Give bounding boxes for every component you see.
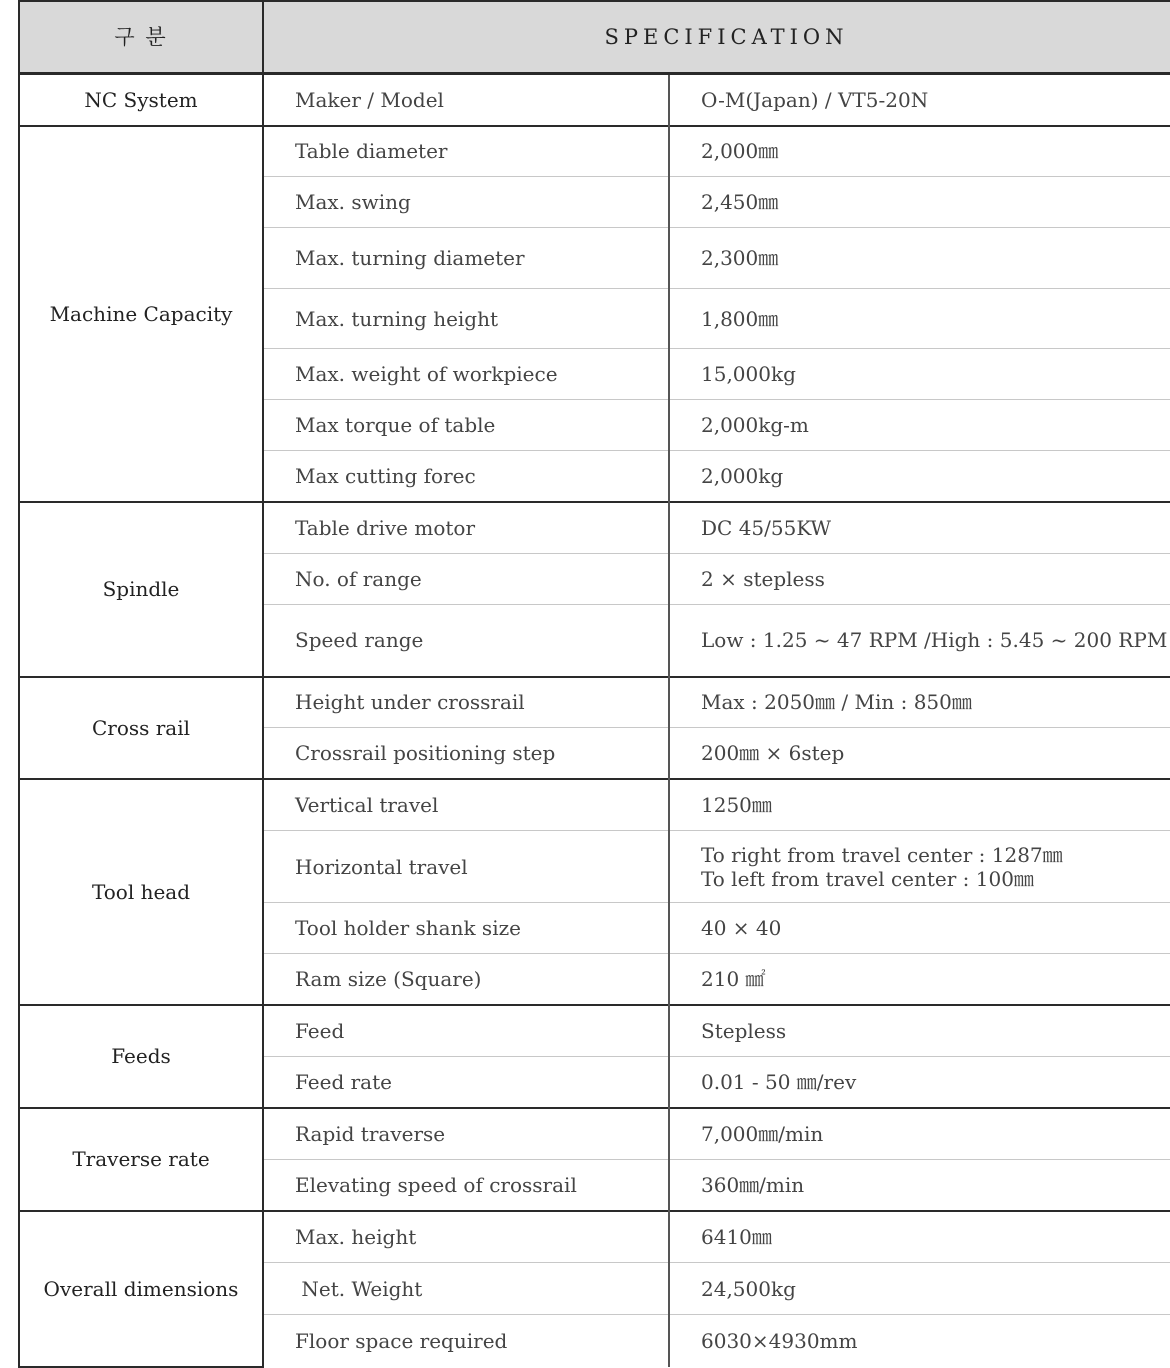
section-label: Tool head	[19, 779, 263, 1005]
table-row	[19, 502, 1170, 554]
spec-value	[669, 1108, 1170, 1160]
spec-value	[669, 451, 1170, 502]
spec-value	[669, 554, 1170, 605]
spec-value	[669, 677, 1170, 728]
spec-item-label: Max. swing	[263, 177, 669, 228]
spec-value-line: Stepless	[701, 1018, 787, 1043]
section-label: NC System	[19, 74, 263, 126]
spec-value-line: 40 × 40	[701, 916, 782, 940]
spec-value	[669, 289, 1170, 349]
spec-value	[669, 177, 1170, 228]
spec-item-label: Max cutting forec	[263, 451, 669, 502]
spec-item-label: Elevating speed of crossrail	[263, 1160, 669, 1211]
table-row	[19, 1005, 1170, 1057]
spec-item-label: Feed rate	[263, 1057, 669, 1108]
section-label: Overall dimensions	[19, 1211, 263, 1367]
section-label: Cross rail	[19, 677, 263, 779]
spec-value-line: 200㎜ × 6step	[701, 740, 845, 765]
spec-value-line: 210 ㎟	[701, 966, 766, 991]
spec-item-label: Rapid traverse	[263, 1108, 669, 1160]
spec-value	[669, 1057, 1170, 1108]
table-row	[19, 677, 1170, 728]
spec-value	[669, 1005, 1170, 1057]
spec-item-label: Feed	[263, 1005, 669, 1057]
spec-item-label: Height under crossrail	[263, 677, 669, 728]
spec-item-label: Table drive motor	[263, 502, 669, 554]
spec-item-label: Tool holder shank size	[263, 903, 669, 954]
spec-value	[669, 605, 1170, 677]
spec-item-label: Max torque of table	[263, 400, 669, 451]
specification-table	[18, 0, 1170, 1368]
table-row	[19, 1108, 1170, 1160]
spec-value-line: 1250㎜	[701, 792, 772, 817]
table-row	[19, 74, 1170, 126]
spec-value-line: O-M(Japan) / VT5-20N	[701, 87, 929, 112]
spec-value-line: DC 45/55KW	[701, 515, 832, 540]
spec-value	[669, 831, 1170, 903]
spec-value-line: 6410㎜	[701, 1224, 772, 1249]
spec-value-line: 1,800㎜	[701, 306, 779, 331]
header-category: 구 분	[19, 1, 263, 74]
spec-value	[669, 1263, 1170, 1315]
table-row	[19, 779, 1170, 831]
spec-value	[669, 1211, 1170, 1263]
table-row	[19, 1211, 1170, 1263]
spec-value	[669, 74, 1170, 126]
spec-item-label: Table diameter	[263, 126, 669, 177]
spec-value-line: To left from travel center : 100㎜	[701, 866, 1034, 891]
spec-value	[669, 400, 1170, 451]
spec-item-label: Vertical travel	[263, 779, 669, 831]
spec-value	[669, 1160, 1170, 1211]
spec-item-label: Max. weight of workpiece	[263, 349, 669, 400]
spec-item-label: Ram size (Square)	[263, 954, 669, 1005]
spec-value-line: 24,500kg	[701, 1276, 796, 1301]
spec-value	[669, 502, 1170, 554]
spec-item-label: Net. Weight	[263, 1263, 669, 1315]
spec-value	[669, 228, 1170, 289]
spec-item-label: Speed range	[263, 605, 669, 677]
spec-value	[669, 903, 1170, 954]
spec-value-line: 2 × stepless	[701, 567, 825, 591]
table-body	[19, 74, 1170, 1367]
spec-value	[669, 126, 1170, 177]
spec-value	[669, 954, 1170, 1005]
section-label: Feeds	[19, 1005, 263, 1108]
spec-value-line: 360㎜/min	[701, 1172, 805, 1197]
spec-value-line: 15,000kg	[701, 362, 796, 386]
spec-item-label: Maker / Model	[263, 74, 669, 126]
table-row	[19, 126, 1170, 177]
section-label: Spindle	[19, 502, 263, 677]
spec-value-line: To right from travel center : 1287㎜	[701, 842, 1063, 867]
spec-value-line: 2,000㎜	[701, 139, 779, 164]
spec-value-line: 0.01 - 50 ㎜/rev	[701, 1069, 857, 1094]
table-header-row	[19, 1, 1170, 74]
spec-value	[669, 728, 1170, 779]
spec-item-label: Horizontal travel	[263, 831, 669, 903]
spec-value-line: 6030×4930mm	[701, 1328, 858, 1353]
spec-value-line: 2,300㎜	[701, 246, 779, 270]
spec-item-label: Max. turning height	[263, 289, 669, 349]
spec-value-line: 2,000kg	[701, 463, 784, 488]
spec-item-label: Crossrail positioning step	[263, 728, 669, 779]
spec-value	[669, 779, 1170, 831]
section-label: Traverse rate	[19, 1108, 263, 1211]
spec-value-line: Max : 2050㎜ / Min : 850㎜	[701, 690, 972, 715]
spec-value-line: 2,000kg-m	[701, 413, 809, 437]
spec-value	[669, 349, 1170, 400]
section-label: Machine Capacity	[19, 126, 263, 502]
spec-value-line: 7,000㎜/min	[701, 1121, 824, 1146]
spec-value-line: 2,450㎜	[701, 190, 779, 214]
spec-value	[669, 1315, 1170, 1367]
spec-value-line: Low : 1.25 ~ 47 RPM /High : 5.45 ~ 200 RPM	[701, 628, 1168, 653]
spec-item-label: Max. turning diameter	[263, 228, 669, 289]
spec-item-label: Floor space required	[263, 1315, 669, 1367]
spec-item-label: Max. height	[263, 1211, 669, 1263]
header-specification: SPECIFICATION	[263, 1, 1170, 74]
spec-item-label: No. of range	[263, 554, 669, 605]
